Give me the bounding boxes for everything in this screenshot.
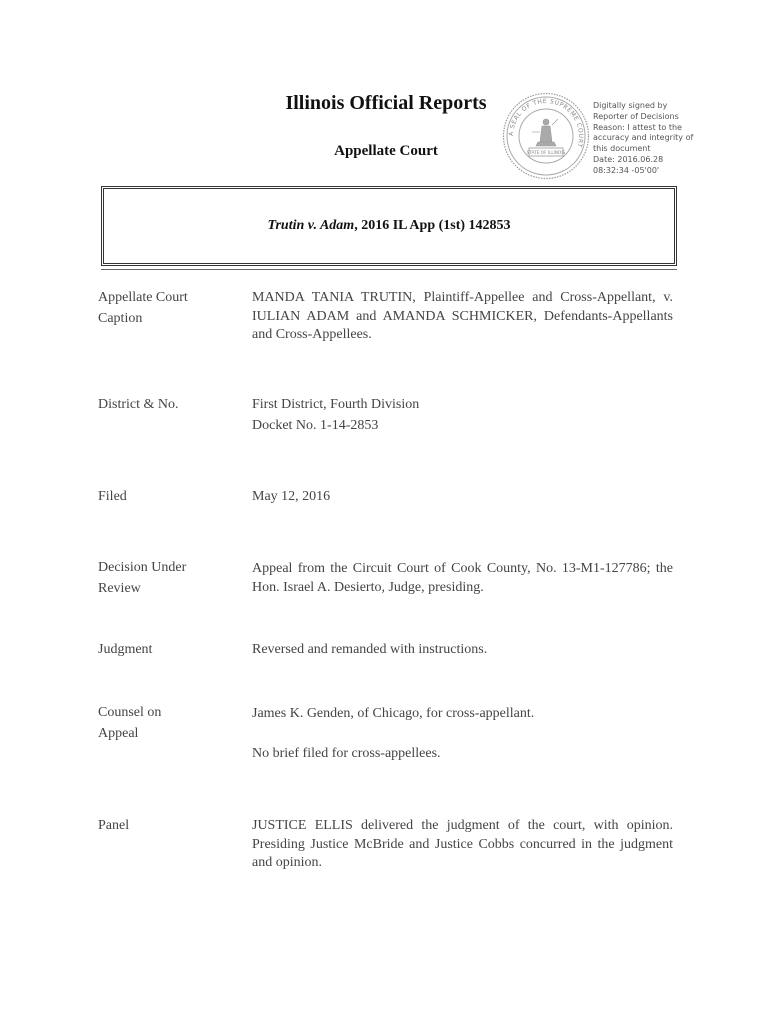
signature-line: Digitally signed by [593,101,668,110]
report-title: Illinois Official Reports [285,92,487,114]
seal-figure [532,119,558,146]
citation-box [101,186,677,266]
divider-line [101,269,677,270]
panel-label: Panel [98,818,130,833]
judgment-value: Reversed and remanded with instructions. [252,642,488,657]
signature-line: accuracy and integrity of [593,133,694,143]
case-name: Trutin v. Adam [267,218,355,233]
docket-number: Docket No. 1-14-2853 [252,418,379,433]
decision-label: Decision Under Review [98,560,187,596]
caption-value: MANDA TANIA TRUTIN, Plaintiff-Appellee and Cross-Appellant, v. IULIAN ADAM and AMANDA SCHMICKER, Defendants-Appellants and Cross-Appellees. [252,290,673,342]
seal-inner-text: STATE OF ILLINOIS [526,150,566,155]
digital-signature-block [593,101,693,177]
district-division: First District, Fourth Division [252,397,420,412]
counsel-for-appellees: No brief filed for cross-appellees. [252,745,441,761]
signature-line: Reporter of Decisions [593,111,679,121]
signature-line: Date: 2016.06.28 [593,154,664,164]
counsel-for-appellant: James K. Genden, of Chicago, for cross-appellant. [252,706,535,721]
counsel-value [252,705,673,763]
panel-value: JUSTICE ELLIS delivered the judgment of the court, with opinion. Presiding Justice McBride and Justice Cobbs concurred in the judgment and opinion. [252,818,673,870]
caption-label: Appellate Court Caption [98,290,188,326]
signature-line: Reason: I attest to the [593,122,682,132]
citation-number: , 2016 IL App (1st) 142853 [354,218,511,233]
district-value [252,396,673,436]
signature-line: this document [593,144,651,154]
district-label: District & No. [98,397,179,412]
court-name: Appellate Court [334,143,438,159]
court-seal-logo [502,92,590,180]
decision-value: Appeal from the Circuit Court of Cook County, No. 13-M1-127786; the Hon. Israel A. Desierto, Judge, presiding. [252,561,673,595]
filed-date: May 12, 2016 [252,489,331,504]
case-citation [104,218,674,234]
counsel-label: Counsel on Appeal [98,705,162,741]
signature-line: 08:32:34 -05'00' [593,165,660,175]
seal-outer-text: A SEAL OF THE SUPREME COURT [507,97,585,149]
judgment-label: Judgment [98,642,153,657]
filed-label: Filed [98,489,127,504]
